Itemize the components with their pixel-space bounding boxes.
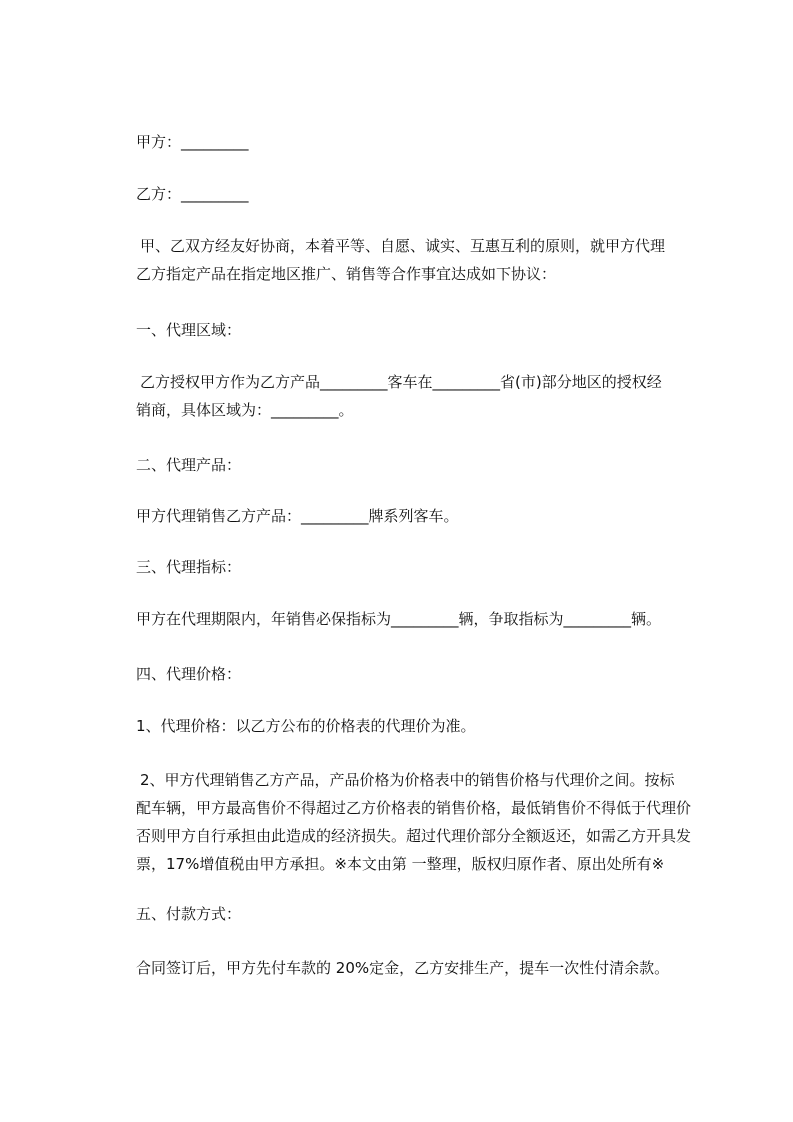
section4-item2-line-4: 票，17%增值税由甲方承担。※本文由第 一整理，版权归原作者、原出处所有※ [136,855,665,873]
section1-line-1: 乙方授权甲方作为乙方产品_________客车在_________省(市)部分地区的授权经 [140,373,662,391]
section4-item2-line-2: 配车辆，甲方最高售价不得超过乙方价格表的销售价格，最低销售价不得低于代理价 [136,799,692,817]
section1-title: 一、代理区域： [136,321,242,339]
intro-line-2: 乙方指定产品在指定地区推广、销售等合作事宜达成如下协议： [136,265,557,283]
section4-item2 [136,766,706,878]
section4-title: 四、代理价格： [136,665,242,683]
intro-line-1: 甲、乙双方经友好协商，本着平等、自愿、诚实、互惠互利的原则，就甲方代理 [140,237,666,255]
section4-item2-line-1: 2、甲方代理销售乙方产品，产品价格为价格表中的销售价格与代理价之间。按标 [140,771,675,789]
section3-title: 三、代理指标： [136,558,242,576]
section4-item1: 1、代理价格：以乙方公布的价格表的代理价为准。 [136,717,476,735]
section5-body: 合同签订后，甲方先付车款的 20%定金，乙方安排生产，提车一次性付清余款。 [136,959,670,977]
section5-title: 五、付款方式： [136,905,242,923]
section1-body [136,368,706,424]
section1-line-2: 销商，具体区域为：_________。 [136,401,354,419]
intro-paragraph [136,232,706,288]
section3-body: 甲方在代理期限内，年销售必保指标为_________辆，争取指标为_________辆。 [136,610,662,628]
section4-item2-line-3: 否则甲方自行承担由此造成的经济损失。超过代理价部分全额返还，如需乙方开具发 [136,827,692,845]
party-a-line: 甲方：_________ [136,133,249,151]
section2-title: 二、代理产品： [136,456,242,474]
section2-body: 甲方代理销售乙方产品：_________牌系列客车。 [136,507,459,525]
party-b-line: 乙方：_________ [136,185,249,203]
